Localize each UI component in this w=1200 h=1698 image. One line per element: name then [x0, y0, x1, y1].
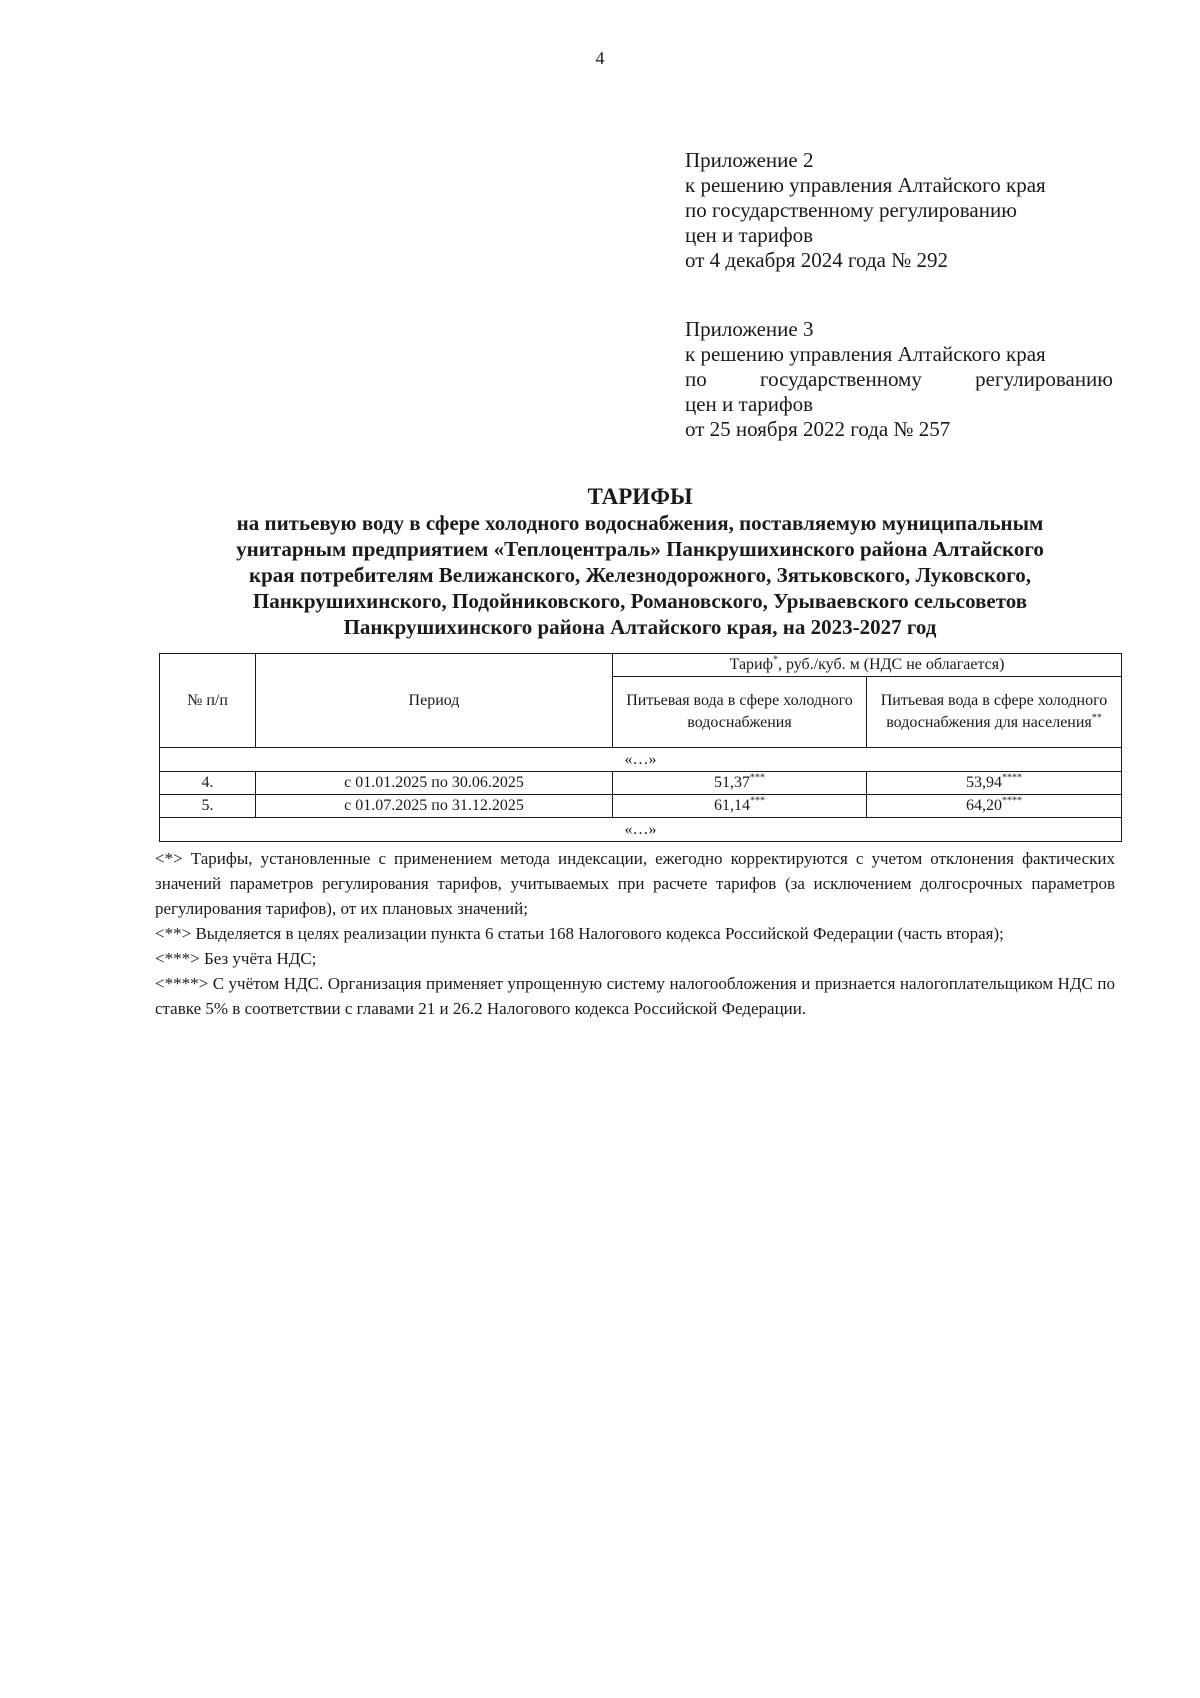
row-population-tariff	[867, 795, 1122, 818]
appendix-2-block	[685, 148, 1115, 273]
footnote-1	[155, 846, 1115, 921]
footnote-mark: **	[1091, 712, 1102, 724]
subtitle-line: Панкрушихинского, Подойниковского, Романовского, Урываевского сельсоветов	[252, 589, 1028, 613]
table-row-ellipsis	[160, 818, 1122, 842]
tariff-value: 61,14	[714, 797, 750, 814]
footnote-marker: <*>	[155, 849, 183, 868]
footnote-mark: ***	[750, 795, 765, 807]
footnote-mark: ****	[1002, 772, 1022, 784]
table-row	[160, 795, 1122, 818]
header-number: № п/п	[160, 654, 256, 748]
footnote-text: Выделяется в целях реализации пункта 6 статьи 168 Налогового кодекса Российской Федерации (часть вторая);	[191, 924, 1004, 943]
header-drinking-water-population-label: Питьевая вода в сфере холодного водоснабжения для населения	[880, 692, 1108, 731]
footnotes	[155, 846, 1115, 1021]
row-water-tariff	[613, 795, 867, 818]
appendix-3-line: цен и тарифов	[685, 392, 814, 416]
row-water-tariff	[613, 772, 867, 795]
table-row	[160, 772, 1122, 795]
subtitle-line: унитарным предприятием «Теплоцентраль» Панкрушихинского района Алтайского	[236, 537, 1044, 561]
row-number: 4.	[160, 772, 256, 795]
appendix-3-line: к решению управления Алтайского края	[685, 342, 1046, 366]
appendix-3-block	[685, 317, 1115, 442]
appendix-3-date: от 25 ноября 2022 года № 257	[685, 417, 951, 441]
appendix-2-line: к решению управления Алтайского края	[685, 173, 1046, 197]
tariffs-table	[159, 653, 1122, 842]
appendix-3-line: по государственному регулированию	[685, 367, 1113, 391]
row-population-tariff	[867, 772, 1122, 795]
tariff-value: 53,94	[966, 774, 1002, 791]
ellipsis-cell: «…»	[160, 818, 1122, 842]
subtitle-line: на питьевую воду в сфере холодного водоснабжения, поставляемую муниципальным	[236, 511, 1044, 535]
footnote-text: Без учёта НДС;	[199, 949, 317, 968]
footnote-text: С учётом НДС. Организация применяет упрощенную систему налогообложения и признается налогоплательщиком НДС по ставке 5% в соответствии с главами 21 и 26.2 Налогового кодекса Российской Федерации.	[155, 974, 1115, 1018]
header-drinking-water: Питьевая вода в сфере холодного водоснабжения	[613, 677, 867, 748]
appendix-2-line: по государственному регулированию	[685, 198, 1017, 222]
header-tariff-group	[613, 654, 1122, 677]
header-drinking-water-population	[867, 677, 1122, 748]
subtitle-line: края потребителям Велижанского, Железнодорожного, Зятьковского, Луковского,	[249, 563, 1031, 587]
subtitle-line: Панкрушихинского района Алтайского края, на 2023-2027 год	[343, 615, 937, 639]
footnote-4	[155, 971, 1115, 1021]
footnote-marker: <**>	[155, 924, 192, 943]
document-subtitle	[150, 510, 1130, 640]
ellipsis-cell: «…»	[160, 748, 1122, 772]
footnote-marker: <***>	[155, 949, 200, 968]
page-number: 4	[595, 48, 605, 68]
appendix-3-title: Приложение 3	[685, 317, 814, 341]
footnote-mark: ****	[1002, 795, 1022, 807]
table-header-row	[160, 654, 1122, 677]
header-tariff-label: Тариф	[729, 656, 773, 673]
footnote-3	[155, 946, 1115, 971]
appendix-2-title: Приложение 2	[685, 148, 814, 172]
table-row-ellipsis	[160, 748, 1122, 772]
footnote-marker: <****>	[155, 974, 209, 993]
appendix-2-line: цен и тарифов	[685, 223, 814, 247]
footnote-2	[155, 921, 1115, 946]
row-period: с 01.01.2025 по 30.06.2025	[256, 772, 613, 795]
appendix-2-date: от 4 декабря 2024 года № 292	[685, 248, 948, 272]
row-number: 5.	[160, 795, 256, 818]
tariff-value: 64,20	[966, 797, 1002, 814]
row-period: с 01.07.2025 по 31.12.2025	[256, 795, 613, 818]
tariff-value: 51,37	[714, 774, 750, 791]
footnote-mark: ***	[750, 772, 765, 784]
footnote-text: Тарифы, установленные с применением метода индексации, ежегодно корректируются с учетом отклонения фактических значений параметров регулирования тарифов, учитываемых при расчете тарифов (за исключением долгосрочных параметров регулирования тарифов), от их плановых значений;	[155, 849, 1115, 918]
header-tariff-unit: , руб./куб. м (НДС не облагается)	[777, 656, 1005, 673]
footnote-mark: *	[772, 654, 778, 666]
document-title: ТАРИФЫ	[587, 484, 693, 509]
header-period: Период	[256, 654, 613, 748]
